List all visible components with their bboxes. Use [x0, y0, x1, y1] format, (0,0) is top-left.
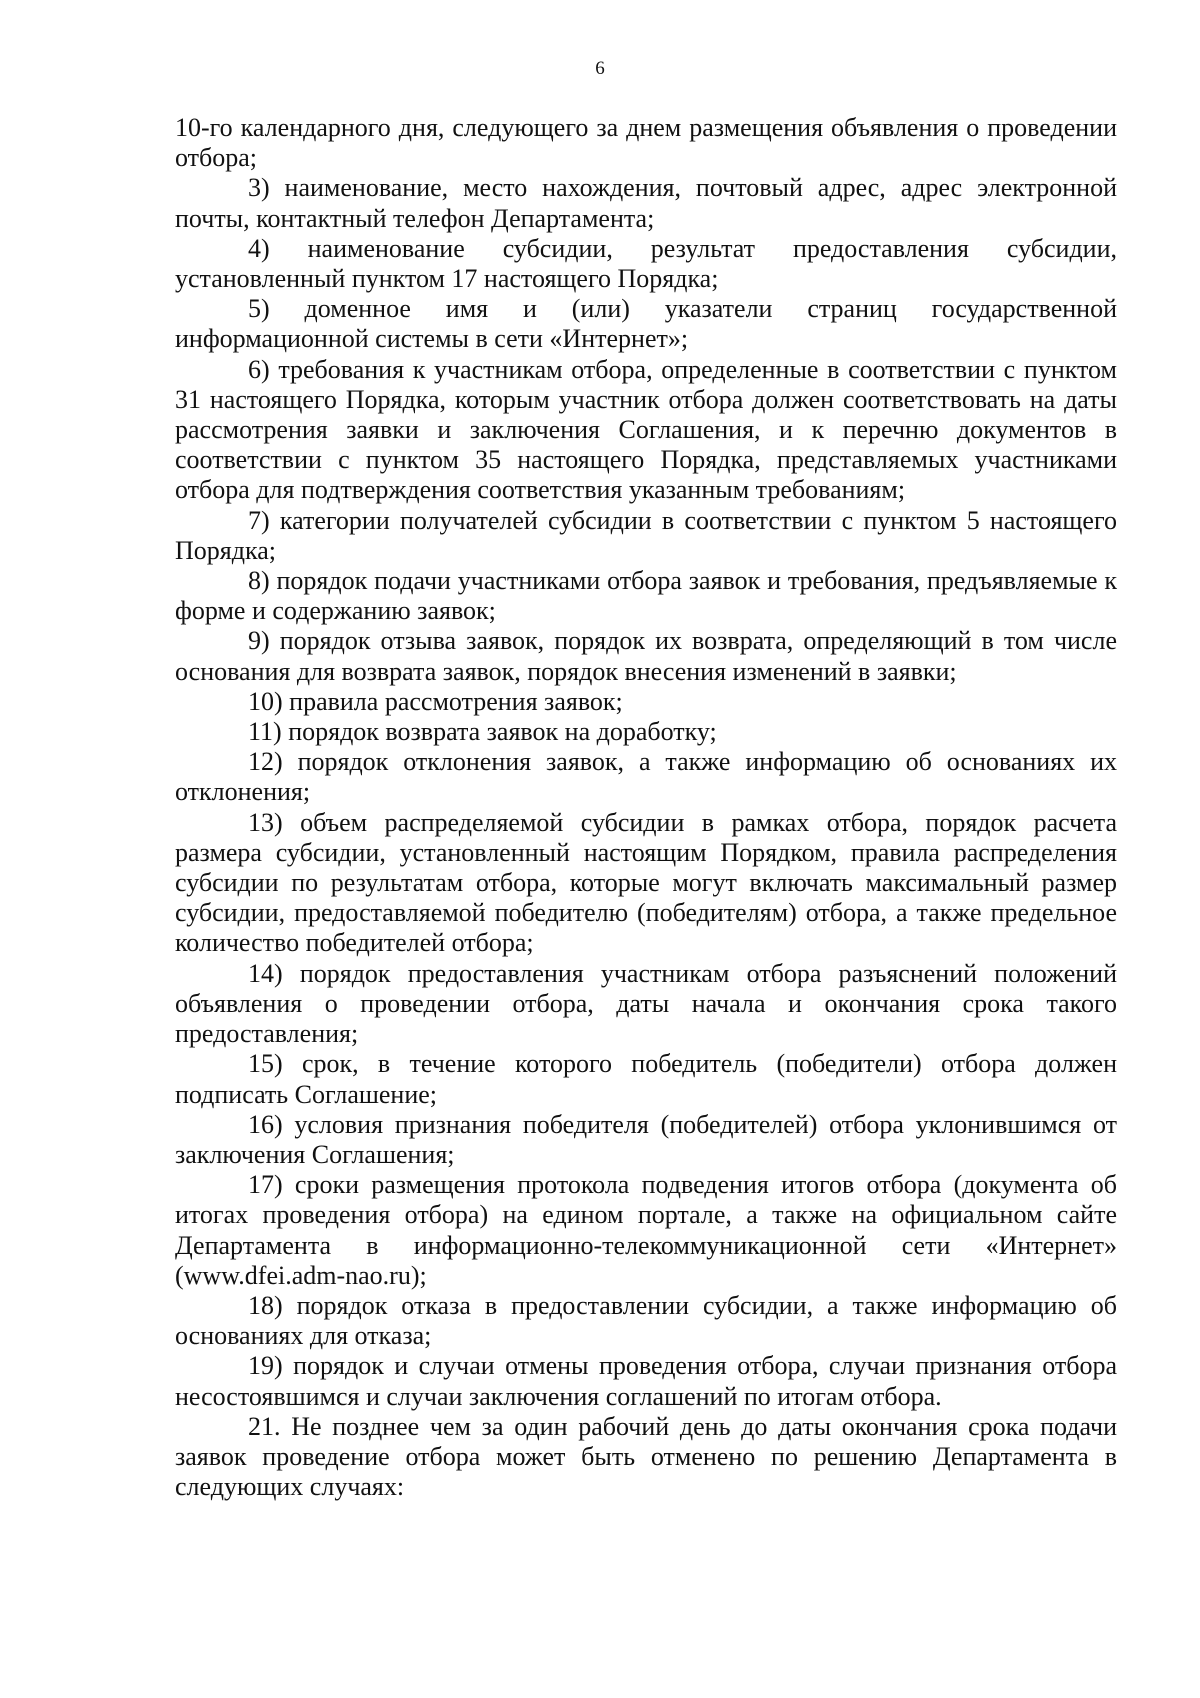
- paragraph-continuation: 10-го календарного дня, следующего за днем размещения объявления о проведении отбора;: [175, 113, 1117, 173]
- list-item-14: 14) порядок предоставления участникам отбора разъяснений положений объявления о проведении отбора, даты начала и окончания срока такого предоставления;: [175, 958, 1117, 1049]
- list-item-4: 4) наименование субсидии, результат предоставления субсидии, установленный пунктом 17 настоящего Порядка;: [175, 233, 1117, 294]
- document-body: [175, 113, 1117, 1502]
- page-number: 6: [595, 58, 605, 79]
- list-item-13: 13) объем распределяемой субсидии в рамках отбора, порядок расчета размера субсидии, установленный настоящим Порядком, правила распределения субсидии по результатам отбора, которые могут включать максимальный размер субсидии, предоставляемой победителю (победителям) отбора, а также предельное количество победителей отбора;: [175, 807, 1117, 958]
- list-item-6: 6) требования к участникам отбора, определенные в соответствии с пунктом 31 настоящего Порядка, которым участник отбора должен соответствовать на даты рассмотрения заявки и заключения Соглашения, и к перечню документов в соответствии с пунктом 35 настоящего Порядка, представляемых участниками отбора для подтверждения соответствия указанным требованиям;: [175, 354, 1117, 505]
- list-item-15: 15) срок, в течение которого победитель (победители) отбора должен подписать Соглашение;: [175, 1049, 1117, 1109]
- list-item-16: 16) условия признания победителя (победителей) отбора уклонившимся от заключения Соглашения;: [175, 1109, 1117, 1169]
- list-item-5: 5) доменное имя и (или) указатели страниц государственной информационной системы в сети «Интернет»;: [175, 294, 1117, 354]
- list-item-9: 9) порядок отзыва заявок, порядок их возврата, определяющий в том числе основания для возврата заявок, порядок внесения изменений в заявки;: [175, 626, 1117, 686]
- list-item-11: 11) порядок возврата заявок на доработку;: [248, 717, 717, 747]
- list-item-3: 3) наименование, место нахождения, почтовый адрес, адрес электронной почты, контактный телефон Департамента;: [175, 173, 1117, 233]
- list-item-18: 18) порядок отказа в предоставлении субсидии, а также информацию об основаниях для отказа;: [175, 1290, 1117, 1351]
- list-item-12: 12) порядок отклонения заявок, а также информацию об основаниях их отклонения;: [175, 747, 1117, 807]
- list-item-8: 8) порядок подачи участниками отбора заявок и требования, предъявляемые к форме и содержанию заявок;: [175, 566, 1117, 626]
- list-item-10: 10) правила рассмотрения заявок;: [248, 686, 623, 716]
- list-item-17: 17) сроки размещения протокола подведения итогов отбора (документа об итогах проведения отбора) на едином портале, а также на официальном сайте Департамента в информационно-телекоммуникационной сети «Интернет» (www.dfei.adm-nao.ru);: [175, 1170, 1117, 1290]
- list-item-7: 7) категории получателей субсидии в соответствии с пунктом 5 настоящего Порядка;: [175, 505, 1117, 565]
- list-item-19: 19) порядок и случаи отмены проведения отбора, случаи признания отбора несостоявшимся и случаи заключения соглашений по итогам отбора.: [175, 1351, 1117, 1411]
- clause-21: 21. Не позднее чем за один рабочий день до даты окончания срока подачи заявок проведение отбора может быть отменено по решению Департамента в следующих случаях:: [175, 1411, 1117, 1502]
